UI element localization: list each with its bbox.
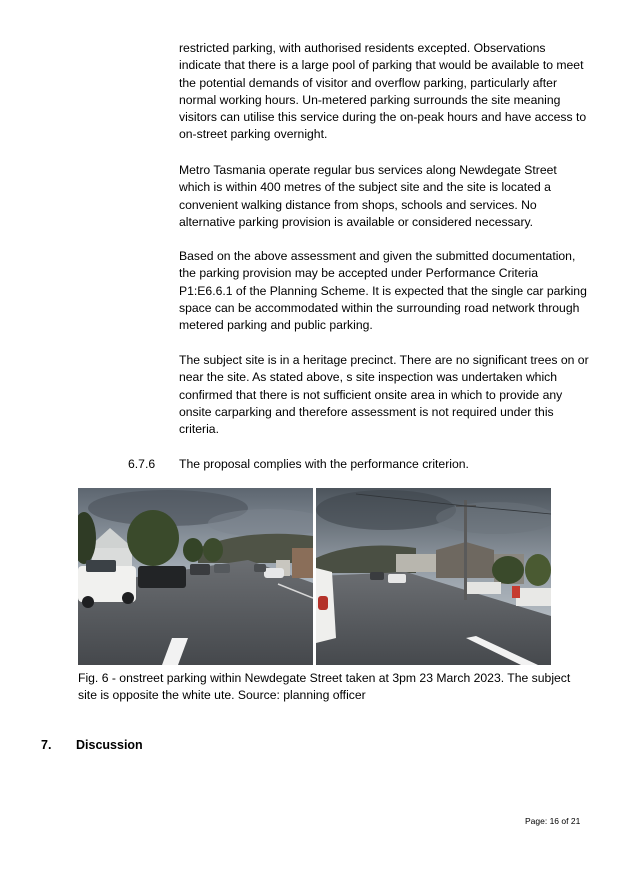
item-number: 6.7.6 [128,457,156,471]
street-photo-left [78,488,313,665]
paragraph-heritage: The subject site is in a heritage precinct. There are no significant trees on or near the site. As stated above, s site inspection was undertaken which confirmed that there is not sufficient onsite area in which to provide any onsite carparking and therefore assessment is not required under this criteria. [179,353,589,437]
paragraph-parking-availability: restricted parking, with authorised residents excepted. Observations indicate that there is a large pool of parking that would be available to meet the potential demands of visitor and overflow parking, particularly after normal working hours. Un-metered parking surrounds the site meaning visitors can utilise this service during the on-peak hours and have access to on-street parking overnight. [179,41,587,142]
paragraph-bus-services: Metro Tasmania operate regular bus services along Newdegate Street which is within 400 metres of the subject site and the site is located a convenient walking distance from shops, schools and services. No alternative parking provision is available or considered necessary. [179,163,557,229]
page-number: Page: 16 of 21 [525,816,581,826]
section-title: Discussion [76,738,143,752]
paragraph-assessment: Based on the above assessment and given the submitted documentation, the parking provision may be accepted under Performance Criteria P1:E6.6.1 of the Planning Scheme. It is expected that the single car parking space can be accommodated within the surrounding road network through metered parking and public parking. [179,249,587,333]
street-photo-right [316,488,551,665]
item-text: The proposal complies with the performance criterion. [179,457,469,471]
section-number: 7. [41,738,52,752]
figure-caption: Fig. 6 - onstreet parking within Newdegate Street taken at 3pm 23 March 2023. The subject site is opposite the white ute. Source: planning officer [78,671,571,702]
